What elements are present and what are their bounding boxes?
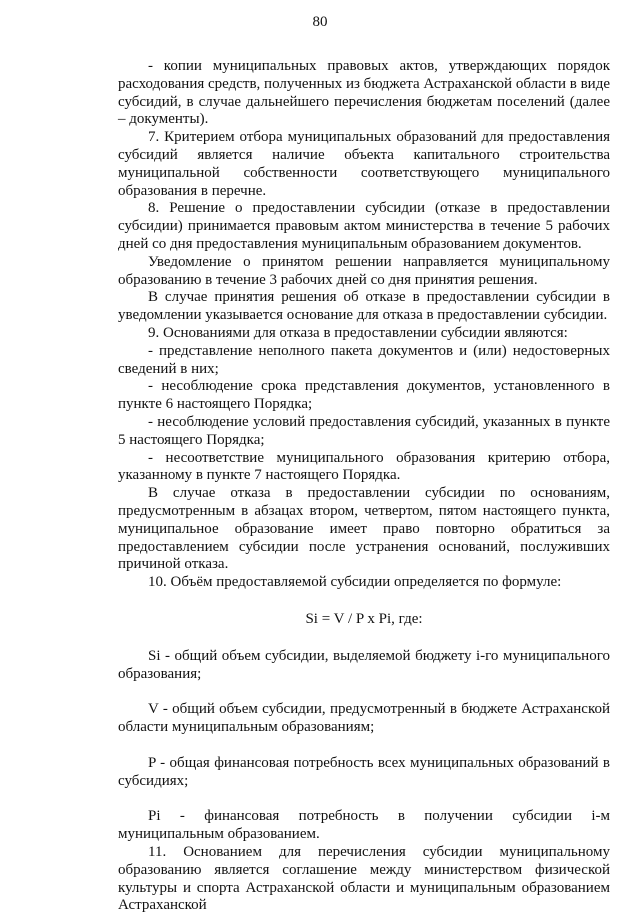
list-item: - несоблюдение условий предоставления субсидий, указанных в пункте 5 настоящего Порядка; bbox=[118, 413, 610, 448]
paragraph: 9. Основаниями для отказа в предоставлении субсидии являются: bbox=[148, 324, 568, 341]
list-item: - представление неполного пакета документов и (или) недостоверных сведений в них; bbox=[118, 342, 610, 377]
definition-si: Si - общий объем субсидии, выделяемой бюджету i-го муниципального образования; bbox=[118, 647, 610, 682]
paragraph: В случае отказа в предоставлении субсидии по основаниям, предусмотренным в абзацах втором, четвертом, пятом настоящего пункта, муниципальное образование имеет право повторно обратиться за предоставлением субсидии после устранения оснований, послуживших причиной отказа. bbox=[118, 485, 610, 573]
definition-pi: Pi - финансовая потребность в получении субсидии i-м муниципальным образованием. bbox=[118, 808, 610, 843]
page-number: 80 bbox=[312, 14, 328, 30]
paragraph: 10. Объём предоставляемой субсидии определяется по формуле: bbox=[148, 574, 562, 591]
paragraph: 7. Критерием отбора муниципальных образований для предоставления субсидий является наличие объекта капитального строительства муниципальной собственности соответствующего муниципального образования в перечне. bbox=[118, 129, 610, 199]
paragraph: - копии муниципальных правовых актов, утверждающих порядок расходования средств, полученных из бюджета Астраханской области в виде субсидий, в случае дальнейшего перечисления бюджетам поселений (далее – документы). bbox=[118, 58, 610, 128]
paragraph: 11. Основанием для перечисления субсидии муниципальному образованию является соглашение между министерством физической культуры и спорта Астраханской области и муниципальным образованием Астраханской bbox=[118, 844, 610, 914]
formula: Si = V / P x Pi, где: bbox=[305, 610, 423, 627]
paragraph: 8. Решение о предоставлении субсидии (отказе в предоставлении субсидии) принимается правовым актом министерства в течение 5 рабочих дней со дня предоставления муниципальным образованием документов. bbox=[118, 200, 610, 252]
paragraph: В случае принятия решения об отказе в предоставлении субсидии в уведомлении указывается основание для отказа в предоставлении субсидии. bbox=[118, 289, 610, 324]
definition-p: P - общая финансовая потребность всех муниципальных образований в субсидиях; bbox=[118, 754, 610, 789]
paragraph: Уведомление о принятом решении направляется муниципальному образованию в течение 3 рабочих дней со дня принятия решения. bbox=[118, 253, 610, 288]
document-body bbox=[118, 58, 610, 915]
list-item: - несоблюдение срока представления документов, установленного в пункте 6 настоящего Порядка; bbox=[118, 378, 610, 413]
definition-v: V - общий объем субсидии, предусмотренный в бюджете Астраханской области муниципальным образованиям; bbox=[118, 701, 610, 736]
list-item: - несоответствие муниципального образования критерию отбора, указанному в пункте 7 настоящего Порядка. bbox=[118, 449, 610, 484]
